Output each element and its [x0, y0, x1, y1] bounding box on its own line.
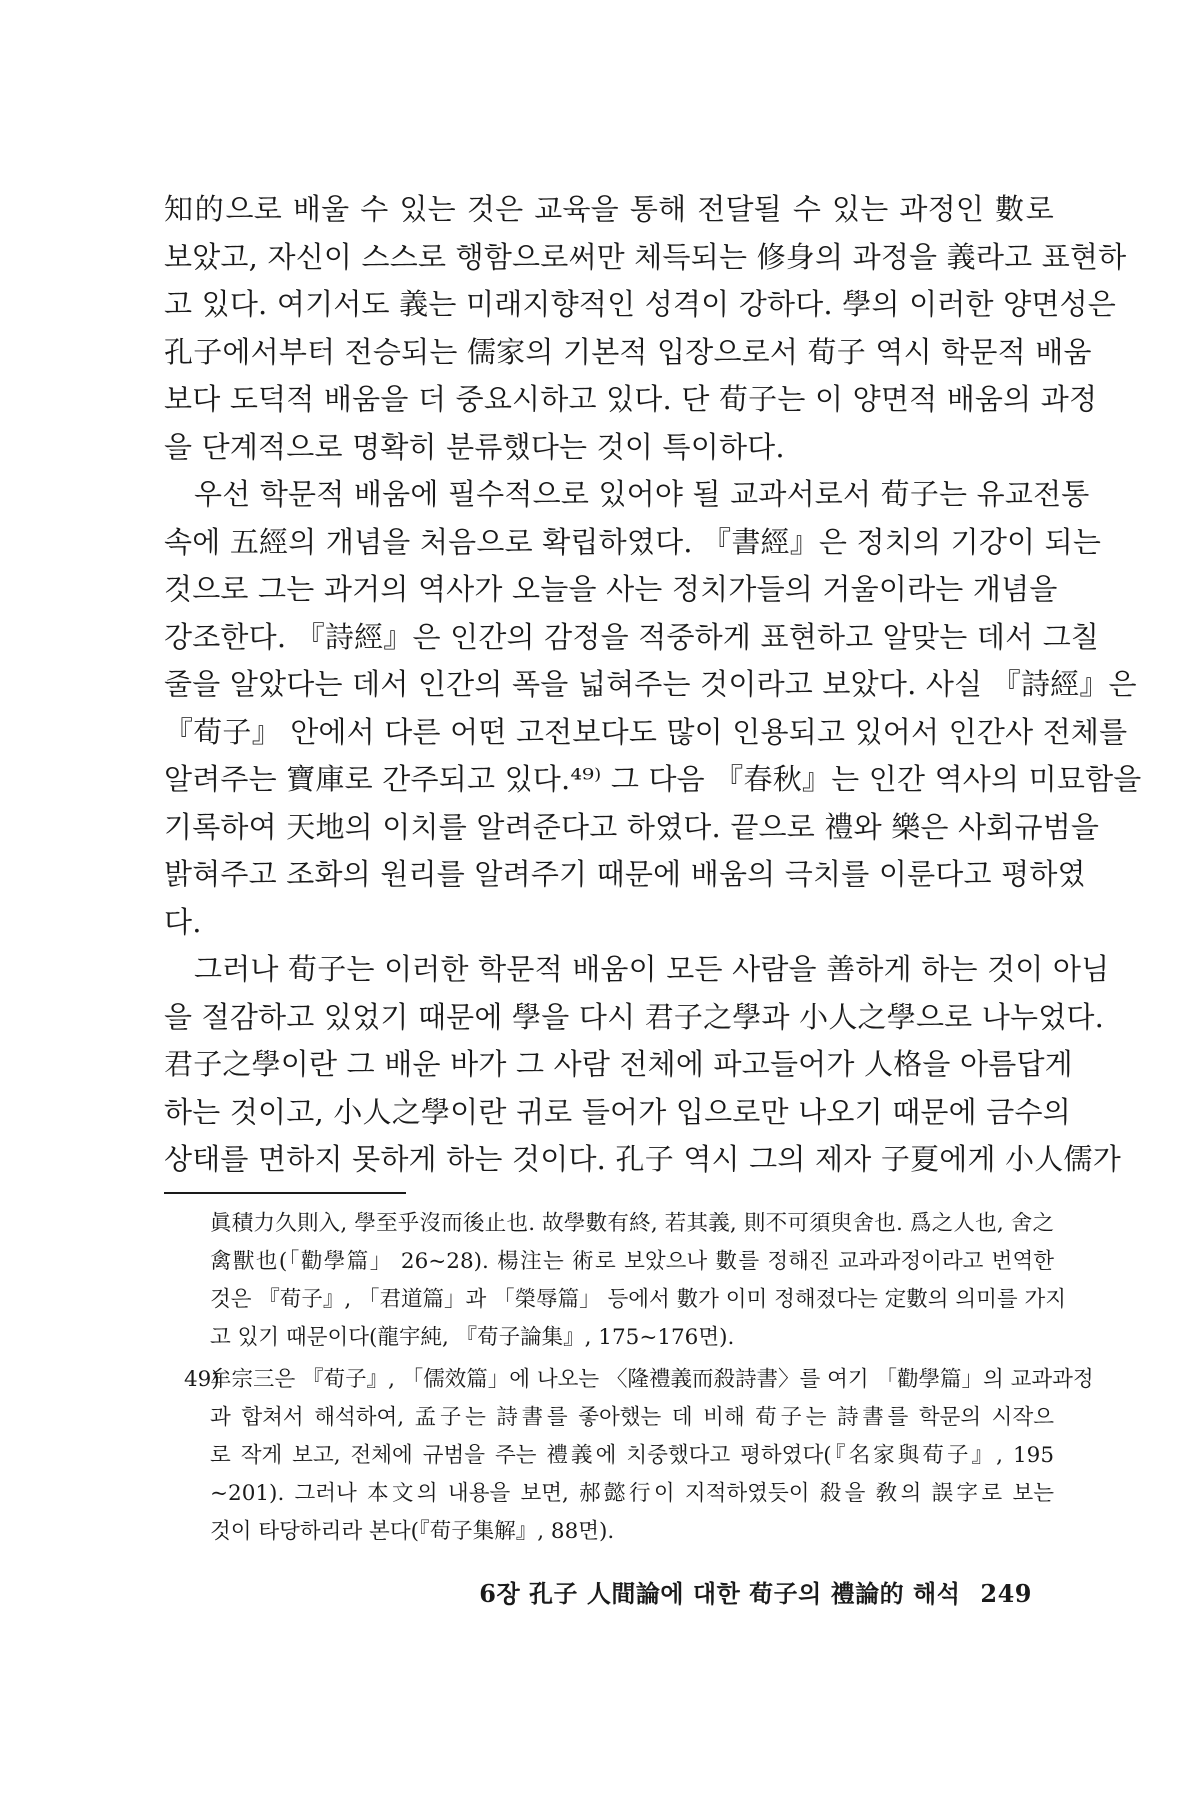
- footnote-line: 것이 타당하리라 본다(『荀子集解』, 88면).: [210, 1519, 615, 1544]
- text-line: 을 단계적으로 명확히 분류했다는 것이 특이하다.: [164, 429, 785, 464]
- text-line: 것으로 그는 과거의 역사가 오늘을 사는 정치가들의 거울이라는 개념을: [164, 572, 1058, 606]
- text-line: 보았고, 자신이 스스로 행함으로써만 체득되는 修身의 과정을 義라고 표현하: [164, 239, 1127, 274]
- footnotes: [164, 1205, 1094, 1551]
- text-line: 기록하여 天地의 이치를 알려준다고 하였다. 끝으로 禮와 樂은 사회규범을: [164, 809, 1100, 844]
- paragraph-3: [164, 946, 1121, 1184]
- text-line: 밝혀주고 조화의 원리를 알려주기 때문에 배움의 극치를 이룬다고 평하였: [164, 857, 1086, 891]
- text-line: 『荀子』 안에서 다른 어떤 고전보다도 많이 인용되고 있어서 인간사 전체를: [164, 714, 1128, 749]
- text-line: 을 절감하고 있었기 때문에 學을 다시 君子之學과 小人之學으로 나누었다.: [164, 999, 1105, 1034]
- footnote-line: 牟宗三은 『荀子』, 「儒效篇」에 나오는 〈隆禮義而殺詩書〉를 여기 「勸學篇」의 교과과정: [210, 1367, 1094, 1392]
- text-line: 다.: [164, 904, 202, 939]
- text-line: 강조한다. 『詩經』은 인간의 감정을 적중하게 표현하고 알맞는 데서 그칠: [164, 619, 1100, 654]
- text-line: 보다 도덕적 배움을 더 중요시하고 있다. 단 荀子는 이 양면적 배움의 과정: [164, 382, 1098, 416]
- text-line: 고 있다. 여기서도 義는 미래지향적인 성격이 강하다. 學의 이러한 양면성은: [164, 287, 1116, 321]
- text-line: 知的으로 배울 수 있는 것은 교육을 통해 전달될 수 있는 과정인 數로: [164, 192, 1054, 226]
- footnote-line: 것은 『荀子』, 「君道篇」과 「榮辱篇」 등에서 數가 이미 정해졌다는 定數의 의미를 가지: [210, 1287, 1067, 1312]
- text-line: 줄을 알았다는 데서 인간의 폭을 넓혀주는 것이라고 보았다. 사실 『詩經』은: [164, 667, 1137, 701]
- footnote-divider: [164, 1192, 406, 1194]
- page-number: 249: [980, 1579, 1032, 1608]
- text-line: 하는 것이고, 小人之學이란 귀로 들어가 입으로만 나오기 때문에 금수의: [164, 1094, 1071, 1129]
- footnote-line: 禽獸也(「勸學篇」 26~28). 楊注는 術로 보았으나 數를 정해진 교과과정이라고 번역한: [210, 1249, 1054, 1274]
- text-line: 상태를 면하지 못하게 하는 것이다. 孔子 역시 그의 제자 子夏에게 小人儒가: [164, 1142, 1121, 1176]
- text-line: 속에 五經의 개념을 처음으로 확립하였다. 『書經』은 정치의 기강이 되는: [164, 524, 1102, 559]
- footnote-line: 眞積力久則入, 學至乎沒而後止也. 故學數有終, 若其義, 則不可須臾舍也. 爲之人也, 舍之: [210, 1211, 1054, 1236]
- footnote-line: 로 작게 보고, 전체에 규범을 주는 禮義에 치중했다고 평하였다(『名家與荀子』, 195: [210, 1443, 1054, 1468]
- footnote-number: 49): [184, 1367, 220, 1392]
- footnote-line: ~201). 그러나 本文의 내용을 보면, 郝懿行이 지적하였듯이 殺을 敎의 誤字로 보는: [210, 1481, 1054, 1506]
- paragraph-2: [164, 471, 1142, 946]
- footnote-49: [164, 1361, 1094, 1551]
- running-head: 6장 孔子 人間論에 대한 荀子의 禮論的 해석: [479, 1579, 961, 1608]
- footnote-line: 과 합쳐서 해석하여, 孟子는 詩書를 좋아했는 데 비해 荀子는 詩書를 학문의 시작으: [210, 1405, 1054, 1430]
- text-line: 우선 학문적 배움에 필수적으로 있어야 될 교과서로서 荀子는 유교전통: [194, 477, 1090, 511]
- text-line: 君子之學이란 그 배운 바가 그 사람 전체에 파고들어가 人格을 아름답게: [164, 1047, 1073, 1081]
- footnote-continuation: [164, 1205, 1067, 1357]
- text-line: 그러나 荀子는 이러한 학문적 배움이 모든 사람을 善하게 하는 것이 아님: [194, 952, 1110, 986]
- paragraph-1: [164, 186, 1127, 471]
- text-line: 孔子에서부터 전승되는 儒家의 기본적 입장으로서 荀子 역시 학문적 배움: [164, 334, 1092, 369]
- page-footer: [479, 1574, 1032, 1609]
- body-text: [164, 186, 1142, 1184]
- footnote-line: 고 있기 때문이다(龍宇純, 『荀子論集』, 175~176면).: [210, 1325, 735, 1350]
- text-line: 알려주는 寶庫로 간주되고 있다.⁴⁹⁾ 그 다음 『春秋』는 인간 역사의 미묘함을: [164, 762, 1142, 796]
